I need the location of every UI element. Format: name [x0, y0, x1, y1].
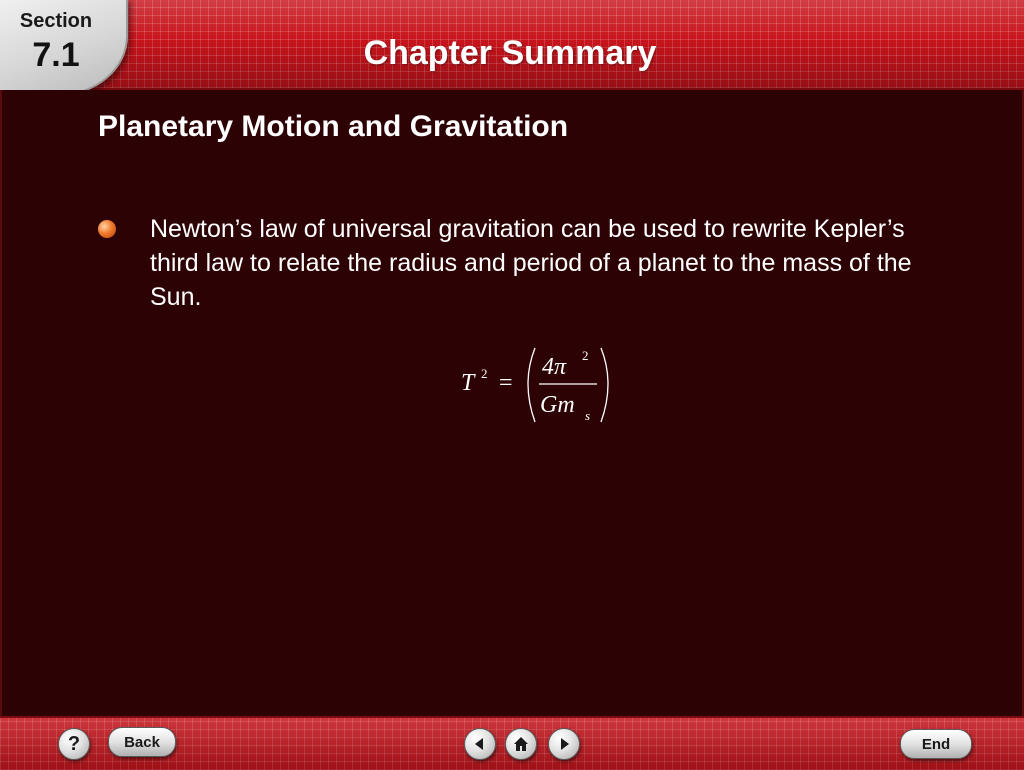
help-button[interactable]	[58, 728, 90, 760]
footer-bar	[0, 716, 1024, 770]
equation-lhs-exp: 2	[481, 366, 488, 381]
right-arrow-icon	[556, 736, 572, 752]
equation-equals: =	[499, 370, 513, 396]
equation-denominator-sub: s	[585, 408, 591, 423]
home-icon	[512, 735, 530, 753]
bullet-text: Newton’s law of universal gravitation can be used to rewrite Kepler’s third law to relate the radius and period of a planet to the mass of the Sun.	[150, 215, 912, 311]
previous-button[interactable]	[464, 728, 496, 760]
kepler-equation	[455, 340, 625, 430]
right-paren	[601, 348, 608, 422]
slide-title: Planetary Motion and Gravitation	[98, 110, 569, 143]
home-button[interactable]	[505, 728, 537, 760]
section-number: 7.1	[32, 36, 80, 74]
chapter-title: Chapter Summary	[363, 34, 657, 72]
end-button[interactable]: End	[900, 729, 972, 759]
bullet-icon	[98, 220, 116, 238]
equation-numerator: 4π	[542, 354, 567, 380]
equation-denominator: Gm	[540, 392, 575, 418]
next-button[interactable]	[548, 728, 580, 760]
header-bar	[0, 0, 1024, 90]
question-mark-icon: ?	[67, 733, 81, 755]
section-tab	[0, 0, 128, 96]
equation-numerator-exp: 2	[582, 348, 589, 363]
left-arrow-icon	[472, 736, 488, 752]
equation-lhs-base: T	[461, 370, 475, 396]
left-paren	[528, 348, 535, 422]
section-label: Section	[19, 10, 93, 32]
back-button[interactable]: Back	[108, 727, 176, 757]
